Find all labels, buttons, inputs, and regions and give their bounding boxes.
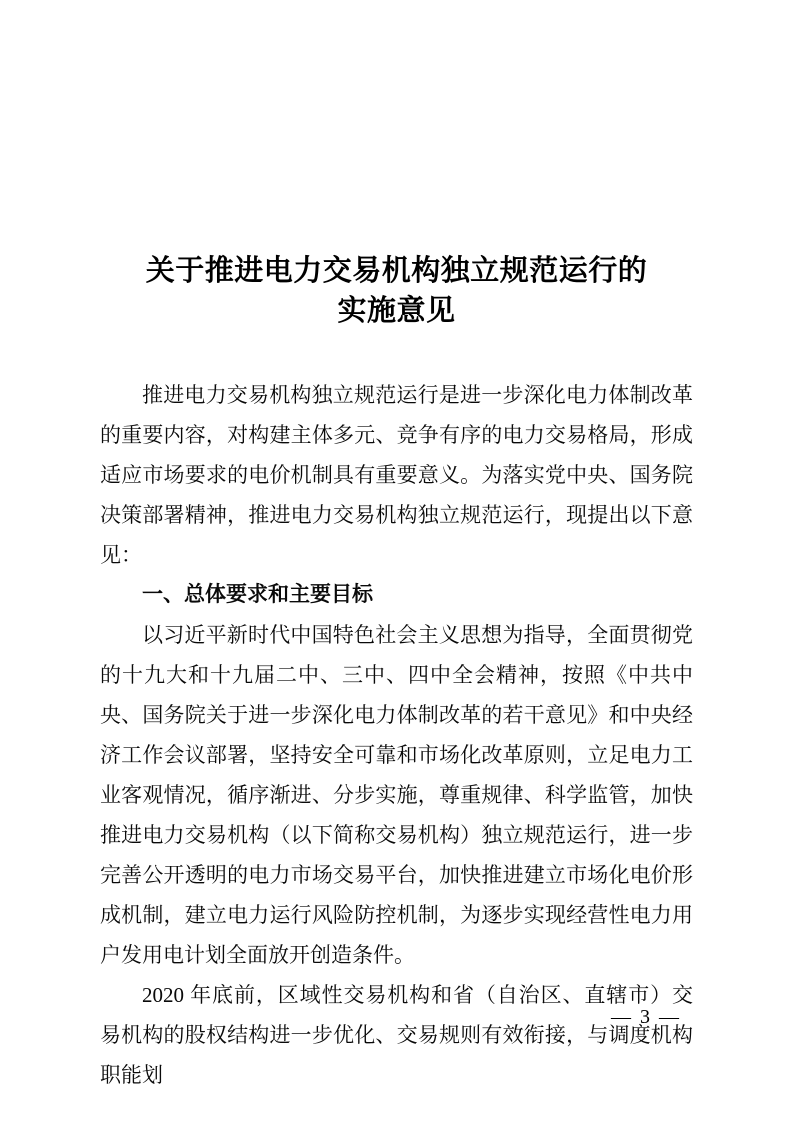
document-body [100, 375, 693, 1095]
section-heading: 一、总体要求和主要目标 [142, 583, 373, 606]
document-title [0, 251, 793, 331]
paragraph: 以习近平新时代中国特色社会主义思想为指导，全面贯彻党的十九大和十九届二中、三中、四中全会精神，按照《中共中央、国务院关于进一步深化电力体制改革的若干意见》和中央经济工作会议部署，坚持安全可靠和市场化改革原则，立足电力工业客观情况，循序渐进、分步实施，尊重规律、科学监管，加快推进电力交易机构（以下简称交易机构）独立规范运行，进一步完善公开透明的电力市场交易平台，加快推进建立市场化电价形成机制，建立电力运行风险防控机制，为逐步实现经营性电力用户发用电计划全面放开创造条件。 [100, 623, 693, 967]
paragraph: 推进电力交易机构独立规范运行是进一步深化电力体制改革的重要内容，对构建主体多元、竞争有序的电力交易格局，形成适应市场要求的电价机制具有重要意义。为落实党中央、国务院决策部署精神，推进电力交易机构独立规范运行，现提出以下意见： [100, 383, 693, 567]
document-title-line-2: 实施意见 [337, 295, 456, 327]
page-number: — 3 — [611, 1006, 681, 1028]
paragraph: 2020 年底前，区域性交易机构和省（自治区、直辖市）交易机构的股权结构进一步优化、交易规则有效衔接，与调度机构职能划 [100, 983, 693, 1087]
document-title-line-1: 关于推进电力交易机构独立规范运行的 [145, 255, 648, 287]
